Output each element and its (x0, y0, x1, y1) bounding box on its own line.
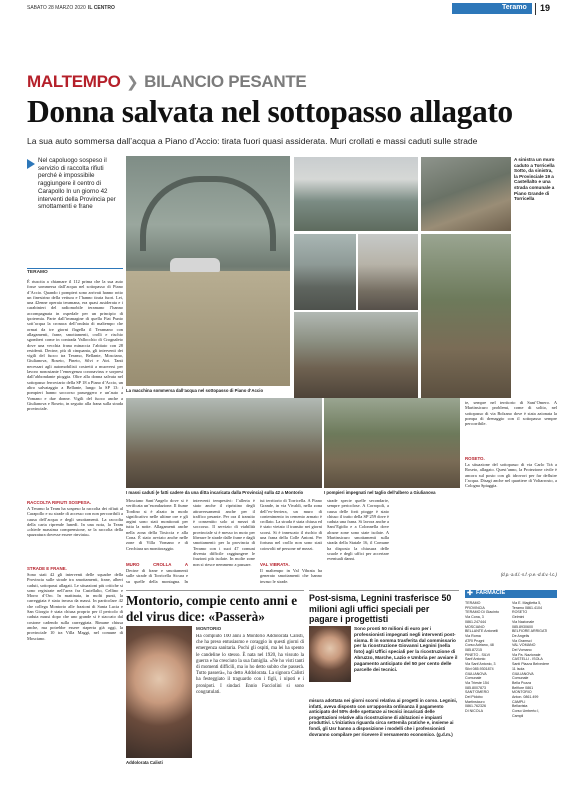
byline: (d.p.-a.d.l.-s.f.-p.e.-d.d.v.-l.c.) (500, 572, 557, 577)
section-chevron-icon: ❯ (126, 74, 139, 91)
caption-firefighters: I pompieri impegnati nel taglio dell’albero a Giulianova (324, 490, 436, 495)
article-col3: interventi tempestivi: l’allerta è stato anche il ripristino degli attraversamenti anche per il traffico pesante. Per ora il transito è consentito solo ai mezzi di soccorso. Il servizio di viabilità provinciale si è messo in moto per liberare le strade dalle frane e dagli smottamenti: per la provincia di Teramo con i suoi 47 comuni diventa difficile raggiungere le frazioni più isolate. In molte zone non si riesce nemmeno a passare. (193, 498, 255, 567)
header-paper: IL CENTRO (88, 5, 115, 11)
header-date: SABATO 28 MARZO 2020 (27, 5, 86, 11)
summary-box (27, 156, 123, 264)
header-bar (0, 0, 580, 18)
header-city: Teramo (502, 4, 527, 11)
main-subhead: La sua auto sommersa dall’acqua a Piano d’Accio: tirata fuori quasi assiderata. Muri crollati e massi caduti sulle strade (27, 136, 478, 146)
article-col2: Mosciano Sant’Angelo dove si è verificata un’esondazione. Il fiume Tordino si è alzato in modo significativo nelle ultime ore e gli argini sono stati monitorati per tutta la notte. Allagamenti anche nella zona della Tosiccia e alla Cona. È stato avviato anche nelle zone di Villa Vomano e di Cerchiara un monitoraggio. (126, 498, 188, 551)
story2-headline: Montorio, compie cento anni e del virus dice: «Passerà» (126, 593, 298, 624)
article-col2b: Decine di frane e smottamenti sulle strade di Torricella Sicura e su quelle della montagna. In (126, 568, 188, 584)
article-col6b: La situazione del sottopasso di via Carlo Trà a Roseto, allagato. Quest’anno, la Protezione civile è ancora sul posto con gli idrovori per far defluire l’acqua. Disagi anche nel quartiere di Voltarrosto, a Cologna Spiaggia. (465, 462, 557, 489)
side-caption: A sinistra un muro caduto a Torricella Sotto, da sinistra, la Provinciale 19 a Castellalto e una strada comunale a Piano Grande di Torricella (514, 157, 555, 202)
story2-dateline: MONTORIO (196, 626, 222, 631)
article-col1b: A Teramo la Team ha sospeso la raccolta dei rifiuti al Carapollo e su strade di accesso con non percorribili a causa dell’acqua e degli smottamenti. La raccolta della carta riprende lunedì. In una nota, la Team «chiede massima comprensione, se la raccolta della spazzatura dovesse essere rinviata». (27, 506, 123, 538)
caption-flood-photo: La macchina sommersa dall’acqua nel sottopasso di Piano d’Accio (126, 388, 264, 393)
dateline-teramo: TERAMO (27, 270, 48, 275)
photo-castellalto (358, 234, 418, 310)
header-divider (535, 3, 536, 15)
photo-fallen-rocks (126, 398, 322, 488)
story2-topline (126, 590, 304, 591)
story3-text: misura adottata nei giorni scorsi relativa ai progetti in corso. Legnini, infatti, aveva disposto con un’apposita ordinanza il pagamento anticipato del 50% delle spettanze ai tecnici incaricati delle progettazioni relative alla ricostruzione di abitazioni e impianti produttivi. L’iniziativa riguarda circa settemila pratiche e, insieme ai fondi, gli Usr hanno a disposizione i modelli che i professionisti dovranno compilare per ricevere il versamento economico. (g.d.m.) (309, 698, 458, 737)
col6-subhead-roseto: ROSETO. (465, 456, 485, 461)
summary-text: Nel capoluogo sospeso il servizio di raccolta rifiuti perché è impossibile raggiungere il centro di Carapollo In un giorno 42 interventi della Provincia per smottamenti e frane (38, 157, 116, 211)
photo-flood-water (126, 271, 290, 386)
photo-provinciale-19 (294, 234, 356, 310)
header-page-number: 19 (540, 3, 551, 13)
section-title-grey: BILANCIO PESANTE (144, 72, 307, 91)
section-title (27, 72, 306, 94)
col4-subhead-vibrata: VAL VIBRATA. (260, 562, 290, 567)
story3-topline (309, 590, 459, 591)
article-col4: tui territorio di Torricella. A Piano Grande, in via Vivaldi, nella zona dell’ex-ferriera, un muro di contenimento in cemento armato è crollato. La strada è stata chiusa ed è stato vietato il transito nei giorni scorsi. Si è innescato il rischio di una frana della Colle Antoni. Per fortuna nel crollo non sono stati coinvolti né persone né mezzi. (260, 498, 322, 551)
pharmacy-cross-icon: ✚ (467, 590, 473, 597)
col1-subhead-strade: STRADE E FRANE. (27, 566, 67, 571)
dateline-bar (27, 268, 123, 269)
photo-flooded-underpass (126, 156, 290, 386)
article-col4b: Il maltempo in Val Vibrata ha generato smottamenti che hanno invaso le strade. (260, 568, 322, 584)
photo-flood-car (170, 258, 220, 272)
article-col1: È riuscita a chiamare il 112 prima che la sua auto fosse sommersa dall’acqua nel sottopasso di Piano d’Accio. Quando i pompieri sono arrivati hanno rotto un finestrino della vettura e l’hanno tirata fuori. Lei, una 42enne operaia teramana, era quasi assiderata e i carabinieri del radiomobile teramano l’hanno accompagnata in ospedale per un principio di ipotermia. Parte dall’immagine di quella Fiat Punto sott’acqua la cronaca dell’ondata di maltempo che ormai da tre giorni flagella il Teramano con allagamenti, frane, smottamenti, crolli e rischio sgomberi come in contrada Vallocchio di Crognaleto dove una vecchia frana minaccia l’abitato con 28 residenti. Decine, più di cinquanta, gli interventi dei vigili del fuoco tra Teramo, Bellante, Mosciano, Giulianova, Roseto, Pineto, Silvi e Atri. Tanti necessari agli automobilisti costretti a muoversi per lavoro nonostante l’emergenza coronavirus e sorpresi dall’abbondante pioggia. Oltre alla donna salvata nel sottopasso ferroviario della SP 18 a Piano d’Accio, un altro salvataggio a Bellante, lungo la SP 13: i pompieri hanno soccorso passeggero e un’auto a Vomano e due donne. Vigili del fuoco anche a Giulianova e Roseto, in seguito alla frana sulla strada provinciale. (27, 279, 123, 412)
article-col6: te, sempre nel territorio di Sant’Omero. A Martinsicuro problemi, come di solito, nel sottopasso di via Bolzano dove è stata azionata la pompa di drenaggio con il sottopasso sempre percorribile. (465, 400, 557, 427)
main-headline: Donna salvata nel sottopasso allagato (27, 94, 513, 129)
photo-landslide-road (421, 234, 511, 398)
summary-arrow-icon (27, 159, 35, 169)
story3-box: Sono pronti 50 milioni di euro per i professionisti impegnati negli interventi post-sisma. È in somma trasferita dal commissario per la ricostruzione Giovanni Legnini (nella foto) agli Uffici speciali per la ricostruzione di Abruzzo, Marche, Lazio e Umbria per avviare il pagamento anticipato del 50 per cento delle parcelle dei tecnici. (354, 626, 458, 672)
photo-firefighters-tree (324, 398, 460, 488)
story2-text: Ha compiuto 100 anni a Montorio Addolorata Calisti, che ha preso entusiasmo e coraggio in questi giorni di emergenza sanitaria. Pochi gli ospiti, ma lei ha spento le candeline lo stesso. È nata nel 1920, ha vissuto la guerra e ha cresciuto la sua famiglia. «Ne ho visti tanti di momenti difficili, ma io ho detto subito che passerà. Tutto passerà», ha detto Addolorata. La signora Calisti ha festeggiato il traguardo con i figli, i nipoti e i pronipoti. I sindaci Ennio Facciolini si sono congratulati. (196, 634, 304, 695)
pharmacies-col1: TERAMO PROVINCIA TERAMO Di Giacinto Via Cona, 3 0861.247444 MOSCIANO BELLANTE Antonelli Via Roma ATRI Prugni Corso Adriano, 48 085.87215 PINETO - SILVI Sant’Antonio Via Sant’Antonio, 3 Silvi 085.9301874 GIULIANOVA Comunale Via Trieste 154 085.8007873 SANT’OMERO Del Pidobo Martinsicuro 0861.762326 DI NICOLA (465, 601, 499, 714)
section-title-red: MALTEMPO (27, 72, 121, 91)
photo-addolorata (126, 626, 192, 758)
col1-subhead-rifiuti: RACCOLTA RIFIUTI SOSPESA. (27, 500, 92, 505)
article-col5: strade specie quelle secondarie, sempre pericolose. A Corropoli, a causa delle forti piogge è stato chiuso il tratto della SP 259 dove è caduta una frana. Si lavora anche a Sant’Egidio e a Colonnella dove alcune zone sono state isolate. A Martinsicuro smottamenti sulla strada della Statale 16, il Comune ha disposto la chiusura delle scuole e degli uffici per accertare eventuali danni. (327, 498, 389, 562)
photo-piano-grande (294, 312, 418, 398)
article-col1c: Sono stati 42 gli interventi delle squadre della Provincia sulle strade tra smottamenti, frane, alberi caduti, sottopassi allagati. Le situazioni più critiche si sono registrate nell’area fra Castellalto, Cellino e Morro d’Oro. In mattinata, in molti punti, la carreggiata è stata invasa da massi. In particolare 42 che collega Montorio alle frazioni di Santa Lucia e San Giorgio è stata chiusa proprio per il pericolo di caduta massi dopo che uno grande si è staccato dal costone cadendo sulla carreggiata. Rimane chiusa anche, ma potrebbe essere riaperta già oggi, la provinciale 10 tra Villa Maggi, nel comune di Mosciano. (27, 572, 123, 641)
photo-legnini (309, 626, 351, 682)
pharmacies-title: FARMACIE (476, 590, 506, 596)
photo-flood-arch (140, 176, 276, 251)
caption-fallen-rocks: I massi caduti (e fatti cadere da una ditta incaricata dalla Provincia) sulla 42 a Montorio (126, 490, 304, 495)
pharmacies-col2: Via E. Maglietta 5, Teramo 0861.4104 ROSETO Gelmini Via Nazionale 085.8930600 BELFIORE ARRIGATI De Angelis Via Gramsci VAL VOMANO Del Vomano Via Pa. Nazionale CASTELLI - ISOLA Santi Piazza Belvedere 11 Isola GIULIANOVA Comunale Bella Pozza Belfiore 0861 MONTORIO Anton. 0861.499 CAMPLI Bellavista Corso Umberto I, Campli (512, 601, 550, 718)
photo-torricella-wall (421, 157, 511, 231)
col2-subhead-muro: MURO CROLLA A (126, 562, 188, 567)
caption-addolorata: Addolorata Calisti (126, 760, 163, 765)
story3-headline: Post-sisma, Legnini trasferisce 50 milioni agli uffici speciali per pagare i progettisti (309, 593, 452, 624)
photo-wall-collapse (294, 157, 418, 231)
